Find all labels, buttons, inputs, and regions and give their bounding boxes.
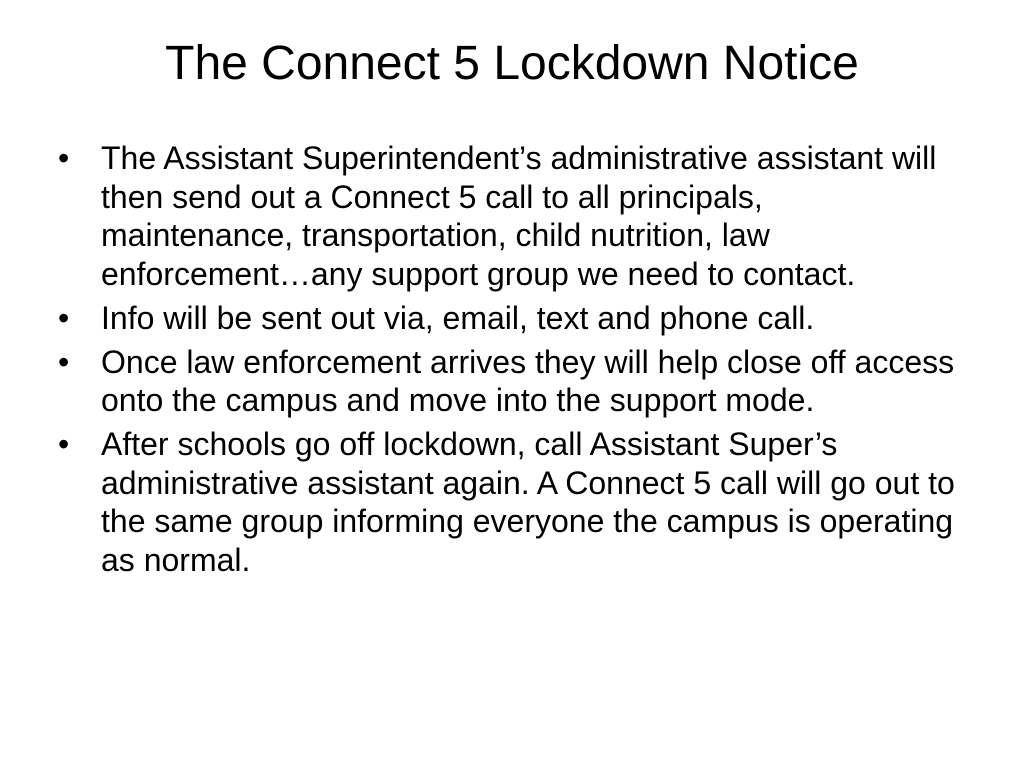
bullet-icon: • — [58, 426, 70, 462]
bullet-list — [58, 139, 958, 585]
bullet-item-4 — [58, 425, 958, 579]
bullet-text: Info will be sent out via, email, text and phone call. — [101, 299, 815, 336]
bullet-icon: • — [58, 343, 70, 380]
bullet-item-1 — [58, 139, 958, 293]
bullet-text: After schools go off lockdown, call Assistant Super’s administrative assistant again. A Connect 5 call will go out to the same group informing everyone the campus is operating as normal. — [101, 426, 955, 578]
bullet-text: Once law enforcement arrives they will help close off access onto the campus and move into the support mode. — [101, 343, 955, 418]
bullet-icon: • — [58, 299, 70, 336]
bullet-text: The Assistant Superintendent’s administrative assistant will then send out a Connect 5 call to all principals, maintenance, transportation, child nutrition, law enforcement…any support group we need to contact. — [101, 140, 937, 292]
slide-title: The Connect 5 Lockdown Notice — [165, 37, 859, 90]
bullet-item-3 — [58, 343, 958, 420]
bullet-icon: • — [58, 140, 70, 176]
bullet-item-2 — [58, 299, 958, 338]
